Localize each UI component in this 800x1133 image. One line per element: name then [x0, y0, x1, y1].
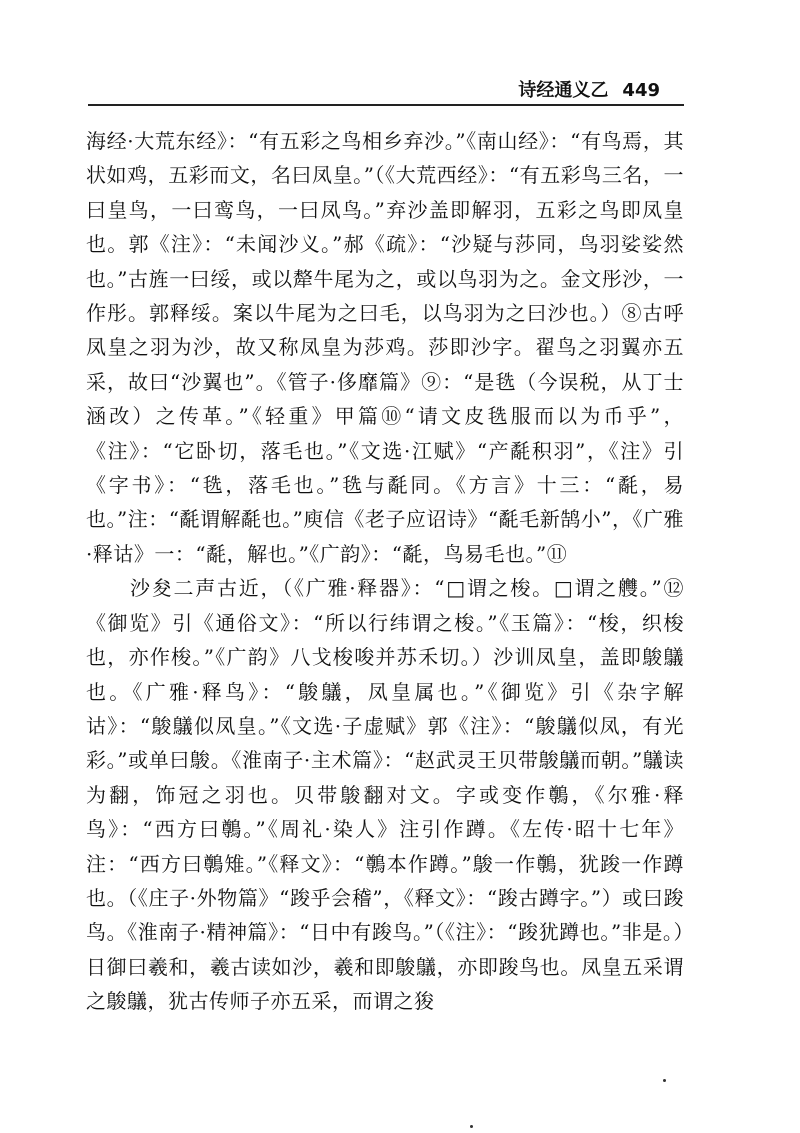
- scan-speck: [663, 1079, 666, 1082]
- paragraph-1: 海经·大荒东经》：“有五彩之鸟相乡弃沙。”《南山经》：“有鸟焉，其状如鸡，五彩而文，名曰凤皇。”（《大荒西经》：“有五彩鸟三名，一曰皇鸟，一曰鸾鸟，一曰凤鸟。”弃沙盖即解羽，五彩之鸟即凤皇也。郭《注》：“未闻沙义。”郝《疏》：“沙疑与莎同，鸟羽娑娑然也。”古旌一曰绥，或以犛牛尾为之，或以鸟羽为之。金文彤沙，一作彤。郭释绥。案以牛尾为之曰毛，以鸟羽为之曰沙也。）⑧古呼凤皇之羽为沙，故又称凤皇为莎鸡。莎即沙字。翟鸟之羽翼亦五采，故曰“沙翼也”。《管子·侈靡篇》⑨：“是毨（今误税，从丁士涵改）之传革。”《轻重》甲篇⑩“请文皮毨服而以为币乎”，《注》：“它卧切，落毛也。”《文选·江赋》“产氄积羽”，《注》引《字书》：“毨，落毛也。”毨与氄同。《方言》十三：“氄，易也。”注：“氄谓解氄也。”庾信《老子应诏诗》“氄毛新鹄小”，《广雅·释诂》一：“氄，解也。”《广韵》：“氄，鸟易毛也。”⑪: [86, 129, 684, 566]
- paragraph-2: 沙夋二声古近，（《广雅·释器》：“□谓之梭。□谓之艭。”⑫《御览》引《通俗文》：“所以行纬谓之梭。”《玉篇》：“梭，织梭也，亦作梭。”《广韵》八戈梭唆并苏禾切。）沙训凤皇，盖即鵔鸃也。《广雅·释鸟》：“鵔鸃，凤皇属也。”《御览》引《杂字解诂》：“鵔鸃似凤皇。”《文选·子虚赋》郭《注》：“鵔鸃似凤，有光彩。”或单曰鵔。《淮南子·主术篇》：“赵武灵王贝带鵔鸃而朝。”鸃读为翻，饰冠之羽也。贝带鵔翻对文。字或变作鷷，《尔雅·释鸟》：“西方曰鷷。”《周礼·染人》注引作蹲。《左传·昭十七年》注：“西方曰鷷雉。”《释文》：“鷷本作蹲。”鵔一作鷷，犹踆一作蹲也。（《庄子·外物篇》“踆乎会稽”，《释文》：“踆古蹲字。”）或曰踆鸟。《淮南子·精神篇》：“日中有踆鸟。”（《注》：“踆犹蹲也。”非是。）日御曰羲和，羲古读如沙，羲和即鵔鸃，亦即踆鸟也。凤皇五采谓之鵔鸃，犹古传师子亦五采，而谓之狻: [86, 576, 684, 1014]
- scan-speck: [470, 1125, 473, 1128]
- running-header: [518, 76, 660, 100]
- page-number: 449: [622, 80, 660, 101]
- header-rule: [88, 104, 684, 106]
- running-title: 诗经通义乙: [518, 80, 609, 101]
- body-text: [86, 124, 684, 1019]
